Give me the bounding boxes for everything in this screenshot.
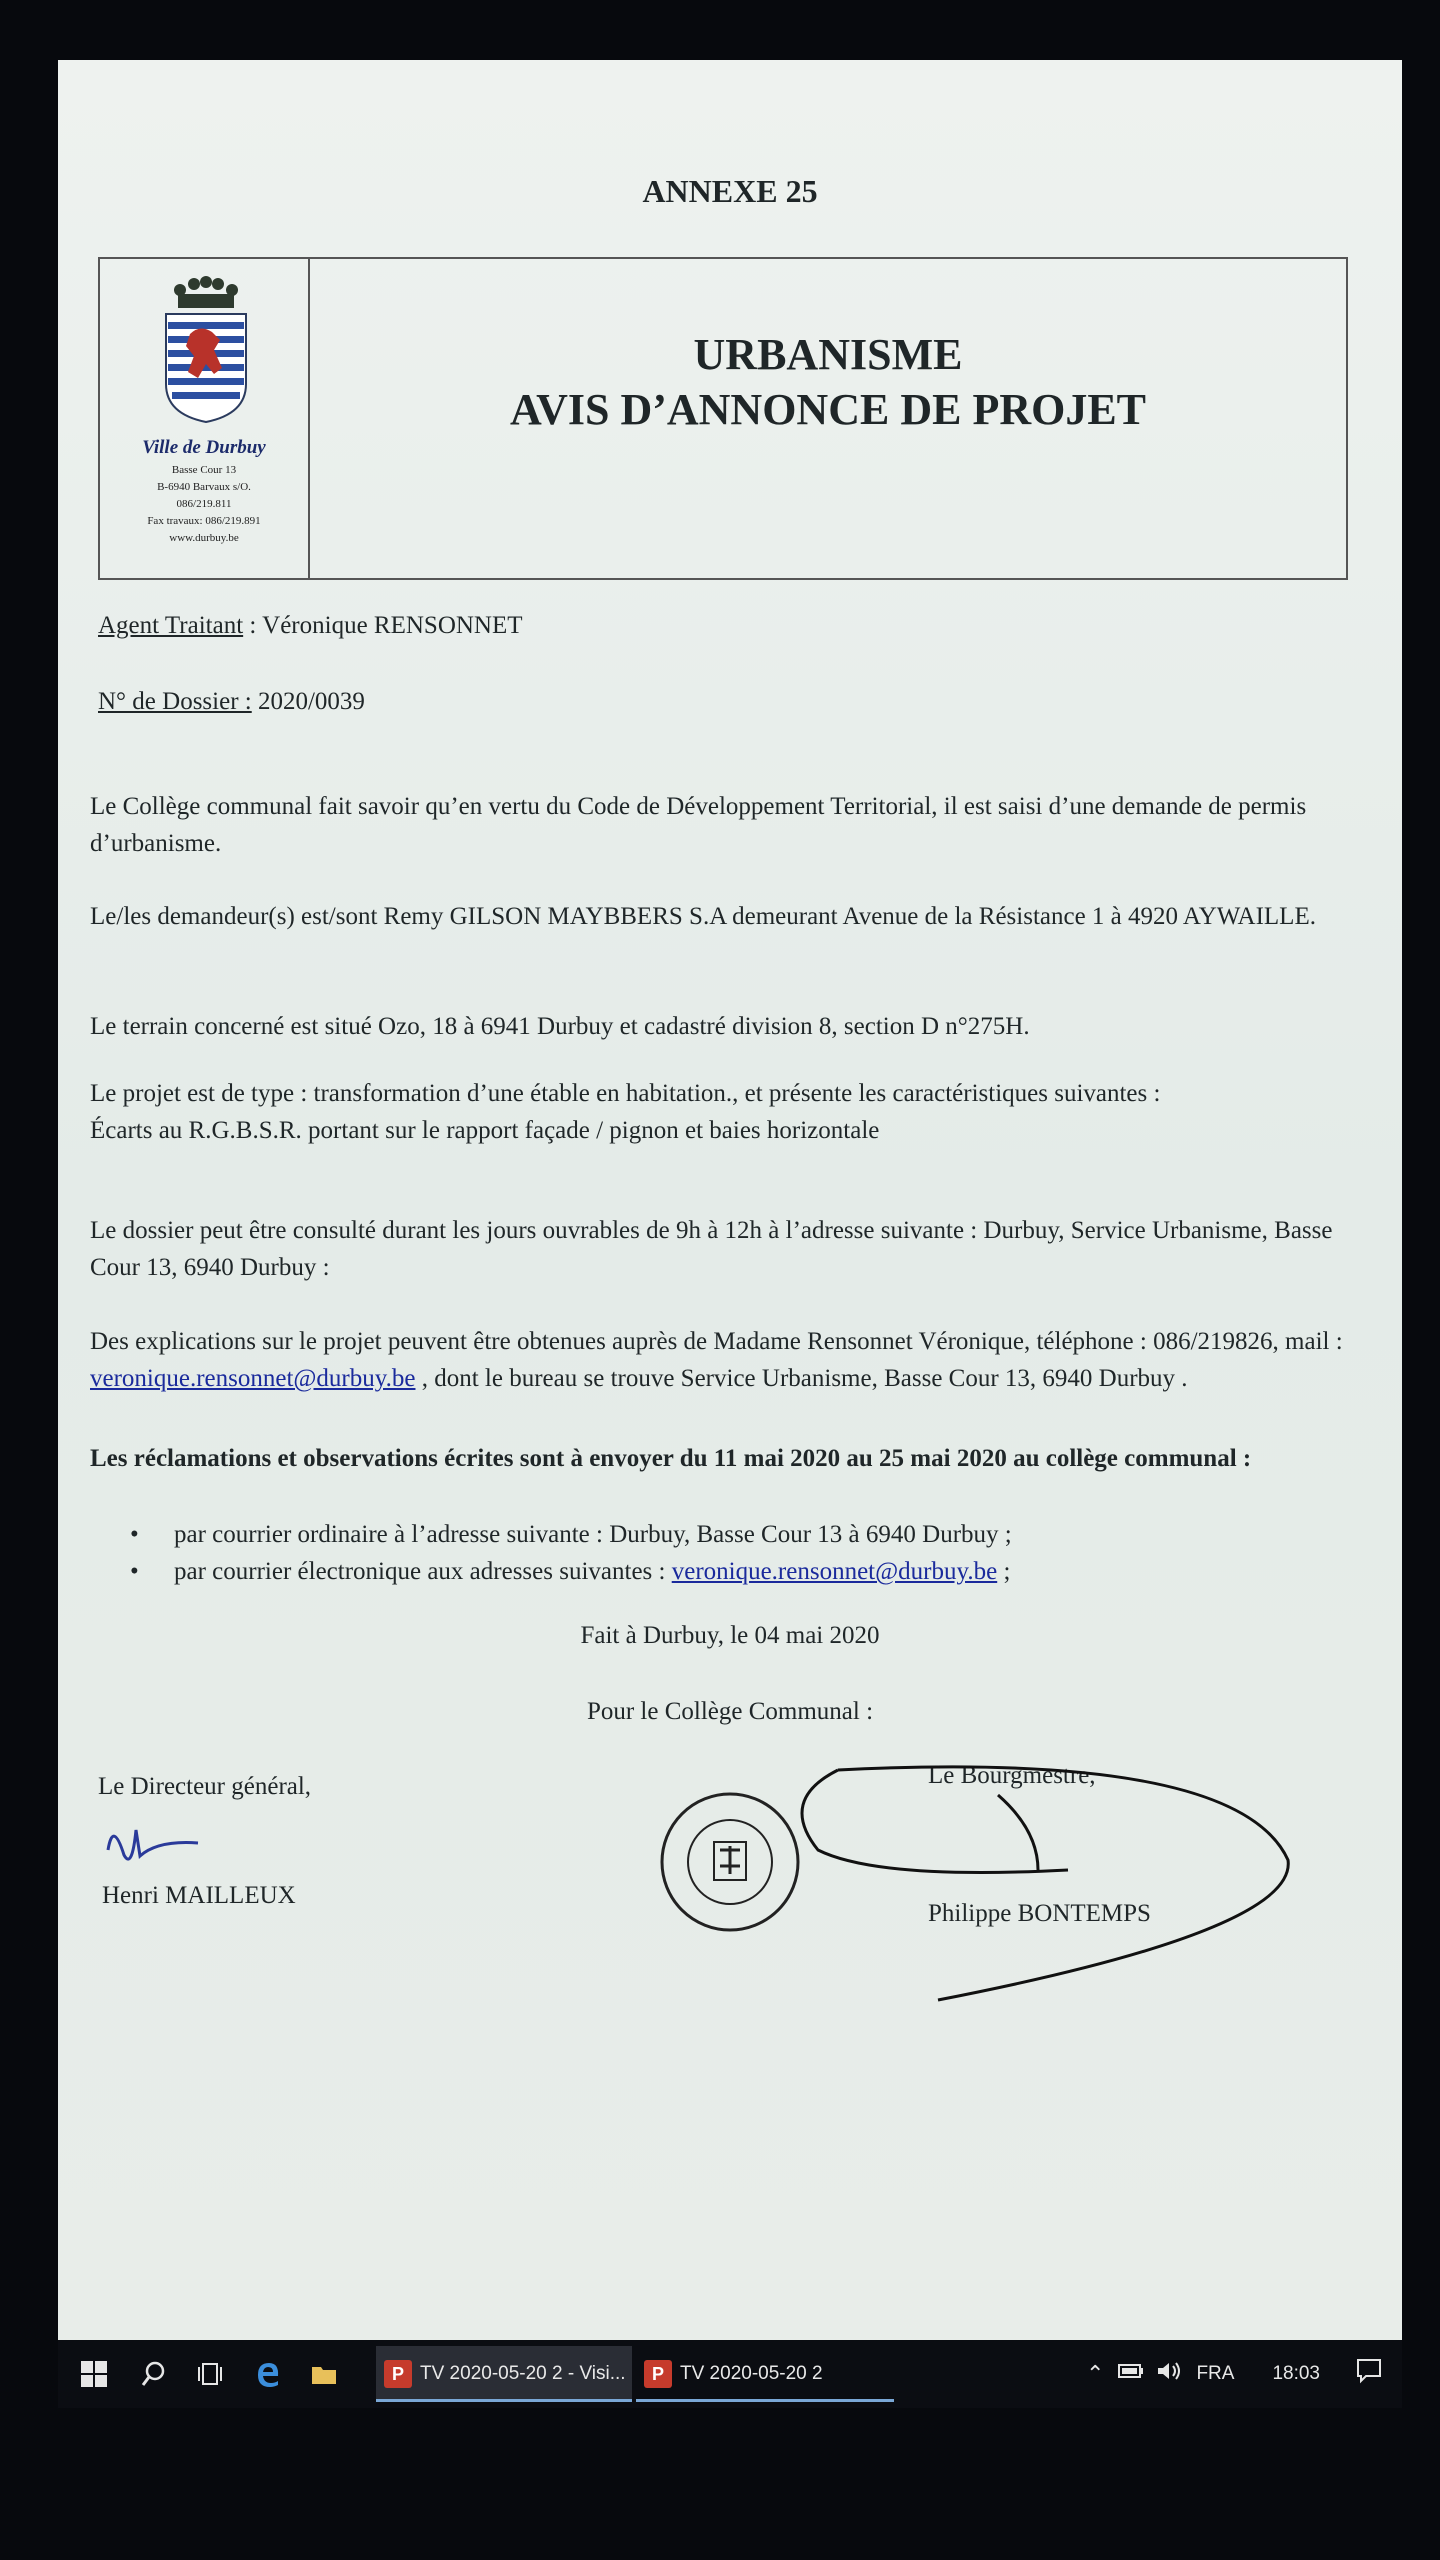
list-item — [130, 1553, 1012, 1590]
logo-address-line: B-6940 Barvaux s/O. — [157, 481, 251, 493]
agent-field — [98, 612, 523, 640]
college-line: Pour le Collège Communal : — [586, 1698, 874, 1725]
email-link[interactable]: veronique.rensonnet@durbuy.be — [671, 1558, 998, 1585]
annexe-label: ANNEXE 25 — [642, 173, 818, 209]
bullet-icon: • — [130, 1558, 139, 1585]
taskbar-item-viewer[interactable] — [376, 2346, 632, 2402]
municipal-stamp-icon — [658, 1790, 803, 1935]
task-view-icon[interactable] — [190, 2354, 230, 2394]
document-header — [98, 257, 1348, 580]
logo-address-line: Basse Cour 13 — [171, 464, 237, 476]
edge-icon[interactable] — [248, 2354, 288, 2394]
powerpoint-app-icon: P — [384, 2360, 412, 2388]
file-explorer-icon[interactable] — [304, 2354, 344, 2394]
paragraph-intro: Le Collège communal fait savoir qu’en vertu du Code de Développement Territorial, il est saisi d’une demande de permis d’urbanisme. — [90, 793, 1307, 857]
title-block — [310, 259, 1346, 578]
active-indicator — [376, 2399, 632, 2402]
city-name: Ville de Durbuy — [142, 437, 266, 458]
powerpoint-app-icon: P — [644, 2360, 672, 2388]
contact-email-link[interactable]: veronique.rensonnet@durbuy.be — [90, 1365, 416, 1392]
paragraph-contact — [90, 1323, 1380, 1397]
paragraph-consultation: Le dossier peut être consulté durant les jours ouvrables de 9h à 12h à l’adresse suivante : Durbuy, Service Urbanisme, Basse Cour 13, 6940 Durbuy : — [90, 1217, 1333, 1281]
volume-icon[interactable] — [1156, 2360, 1182, 2388]
language-indicator[interactable]: FRA — [1196, 2363, 1235, 2384]
document-subtitle: AVIS D’ANNONCE DE PROJET — [509, 385, 1147, 434]
project-type-line: Le projet est de type : transformation d’une étable en habitation., et présente les caractéristiques suivantes : — [90, 1080, 1161, 1107]
document-title: URBANISME — [693, 330, 963, 379]
open-indicator — [636, 2399, 894, 2402]
clock[interactable]: 18:03 — [1272, 2363, 1320, 2384]
list-item — [130, 1516, 1012, 1553]
windows-start-icon[interactable] — [74, 2354, 114, 2394]
contact-text-end: , dont le bureau se trouve Service Urbanisme, Basse Cour 13, 6940 Durbuy . — [415, 1365, 1188, 1392]
task-label: TV 2020-05-20 2 — [680, 2363, 823, 2384]
taskbar-item-document[interactable] — [636, 2346, 894, 2402]
list-item-text: par courrier électronique aux adresses suivantes : — [174, 1558, 672, 1585]
logo-website-line: www.durbuy.be — [169, 532, 239, 544]
system-tray — [1086, 2340, 1382, 2408]
logo-phone-line: 086/219.811 — [176, 498, 232, 510]
paragraph-project-type — [90, 1075, 1380, 1149]
city-logo — [100, 259, 310, 578]
chevron-up-icon[interactable]: ⌃ — [1086, 2361, 1105, 2386]
bullet-icon: • — [130, 1521, 139, 1548]
list-item-text: par courrier ordinaire à l’adresse suivante : Durbuy, Basse Cour 13 à 6940 Durbuy ; — [174, 1521, 1012, 1548]
project-characteristics-line: Écarts au R.G.B.S.R. portant sur le rapport façade / pignon et baies horizontale — [90, 1117, 880, 1144]
dossier-field — [98, 688, 365, 716]
directeur-title: Le Directeur général, — [98, 1773, 312, 1800]
paragraph-location: Le terrain concerné est situé Ozo, 18 à 6941 Durbuy et cadastré division 8, section D n°275H. — [90, 1013, 1030, 1040]
paragraph-applicant: Le/les demandeur(s) est/sont Remy GILSON MAYBBERS S.A demeurant Avenue de la Résistance 1 à 4920 AYWAILLE. — [90, 903, 1316, 930]
search-icon[interactable] — [134, 2354, 174, 2394]
coat-of-arms-icon — [160, 274, 252, 424]
battery-icon[interactable] — [1118, 2363, 1144, 2385]
submission-methods-list — [130, 1516, 1012, 1590]
list-item-text-end: ; — [997, 1558, 1011, 1585]
contact-text: Des explications sur le projet peuvent être obtenues auprès de Madame Rensonnet Véronique, téléphone : 086/219826, mail : — [90, 1328, 1343, 1355]
bourgmestre-title: Le Bourgmestre, — [928, 1762, 1096, 1789]
place-date: Fait à Durbuy, le 04 mai 2020 — [580, 1622, 880, 1649]
directeur-name: Henri MAILLEUX — [102, 1882, 296, 1909]
dossier-value: 2020/0039 — [251, 688, 365, 715]
directeur-signature-icon — [108, 1830, 198, 1859]
logo-fax-line: Fax travaux: 086/219.891 — [147, 515, 261, 527]
bourgmestre-name: Philippe BONTEMPS — [928, 1900, 1151, 1927]
agent-label: Agent Traitant — [98, 612, 244, 639]
document-viewer — [58, 60, 1402, 2340]
agent-value: : Véronique RENSONNET — [243, 612, 523, 639]
dossier-label: N° de Dossier : — [98, 688, 252, 715]
notification-icon[interactable] — [1356, 2358, 1382, 2390]
task-label: TV 2020-05-20 2 - Visi... — [420, 2363, 626, 2384]
paragraph-deadline: Les réclamations et observations écrites sont à envoyer du 11 mai 2020 au 25 mai 2020 au collège communal : — [90, 1445, 1252, 1472]
bourgmestre-signature-icon — [802, 1767, 1288, 2000]
taskbar — [58, 2340, 1402, 2408]
